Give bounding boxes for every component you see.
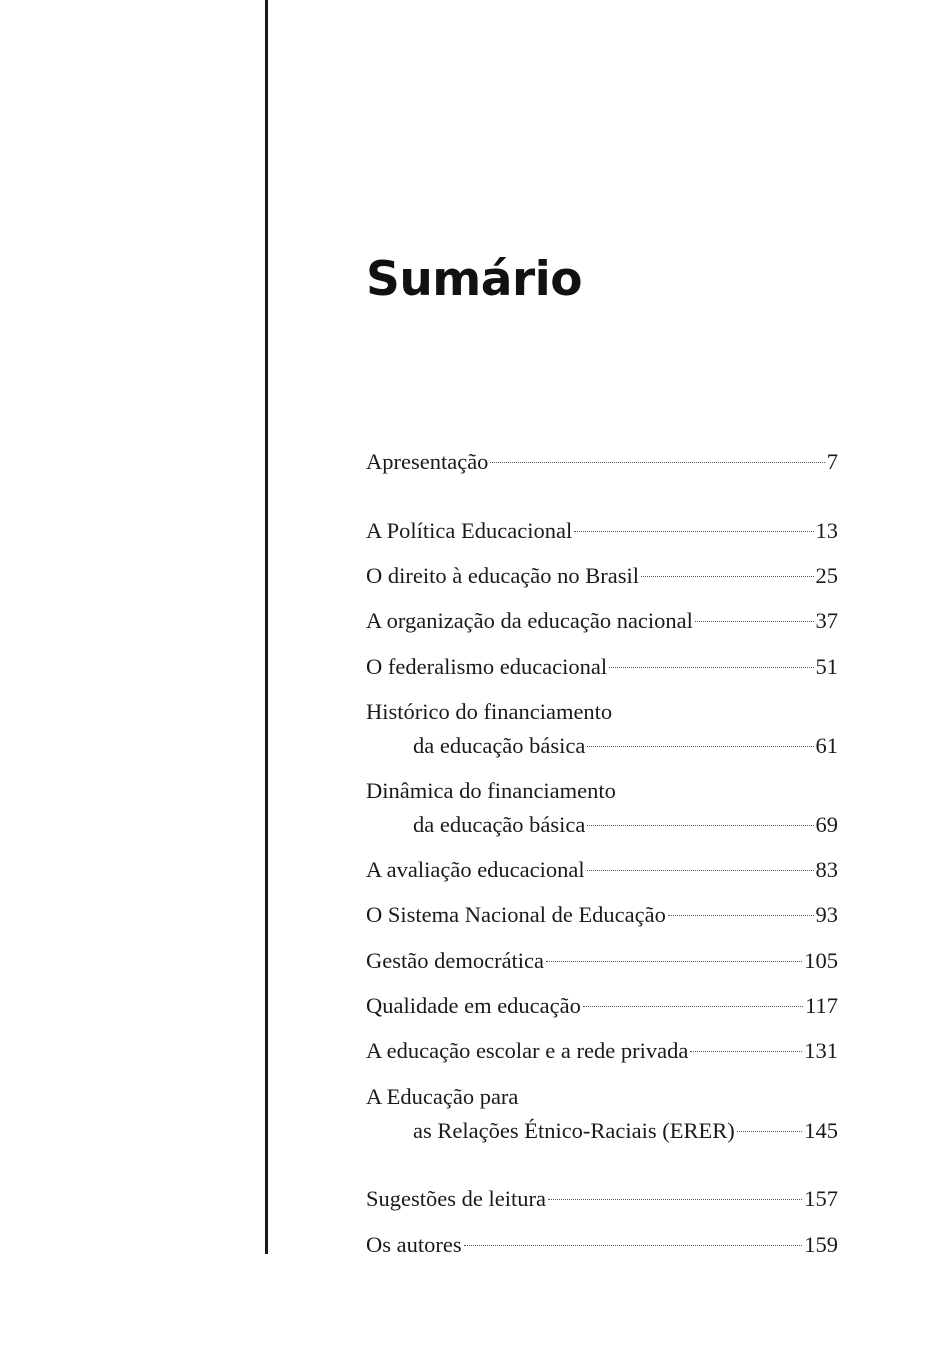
toc-entry-row [366,729,838,763]
dot-leader [546,961,802,962]
toc-page-number: 51 [815,654,838,679]
toc-entry-title: A avaliação educacional [366,857,585,882]
dot-leader [490,462,824,463]
toc-entry-title: Histórico do financiamento [366,699,613,724]
dot-leader [587,870,814,871]
toc-entry-os-autores[interactable] [366,1228,838,1262]
toc-page-number: 69 [815,812,838,837]
toc-entry-row [366,989,838,1023]
toc-entry-row [366,1182,838,1216]
toc-page-number: 117 [805,993,838,1018]
page-title: Sumário [366,252,583,307]
toc-entry-title: Sugestões de leitura [366,1186,546,1211]
toc-entry-gestao-democratica[interactable] [366,944,838,978]
toc-page-number: 159 [804,1232,838,1257]
toc-page-number: 37 [815,608,838,633]
toc-entry-erer[interactable] [366,1080,838,1148]
toc-page-number: 105 [804,948,838,973]
toc-entry-federalismo[interactable] [366,650,838,684]
dot-leader [587,825,813,826]
dot-leader [609,667,813,668]
toc-entry-sugestoes-leitura[interactable] [366,1182,838,1216]
toc-entry-row [366,1034,838,1068]
toc-entry-row [366,604,838,638]
toc-entry-title: A organização da educação nacional [366,608,693,633]
toc-page-number: 7 [826,449,838,474]
toc-entry-row [366,445,838,479]
toc-entry-row [366,559,838,593]
dot-leader [737,1131,802,1132]
toc-entry-apresentacao[interactable] [366,445,838,479]
toc-entry-row [366,808,838,842]
toc-entry-dinamica-financiamento[interactable] [366,774,838,842]
toc-entry-title: O direito à educação no Brasil [366,563,640,588]
toc-entry-row-first [366,774,838,808]
dot-leader [587,746,813,747]
toc-entry-educacao-escolar-rede-privada[interactable] [366,1034,838,1068]
dot-leader [548,1199,802,1200]
toc-page-number: 13 [815,518,838,543]
dot-leader [690,1051,802,1052]
toc-entry-sistema-nacional[interactable] [366,898,838,932]
toc-entry-row-first [366,1080,838,1114]
dot-leader [668,915,814,916]
toc-entry-title: A educação escolar e a rede privada [366,1038,689,1063]
toc-entry-title: O Sistema Nacional de Educação [366,902,666,927]
dot-leader [583,1006,803,1007]
toc-page-number: 131 [804,1038,838,1063]
toc-entry-title: O federalismo educacional [366,654,608,679]
toc-page-number: 93 [815,902,838,927]
toc-entry-row [366,514,838,548]
toc-entry-row [366,1114,838,1148]
toc-entry-row [366,1228,838,1262]
toc-entry-title-continuation: da educação básica [413,733,586,758]
dot-leader [695,621,814,622]
toc-entry-historico-financiamento[interactable] [366,695,838,763]
dot-leader [464,1245,803,1246]
toc-entry-qualidade[interactable] [366,989,838,1023]
dot-leader [641,576,813,577]
toc-entry-title: Apresentação [366,449,489,474]
toc-entry-row [366,944,838,978]
toc-entry-title: Os autores [366,1232,462,1257]
toc-page-number: 61 [815,733,838,758]
toc-entry-title-continuation: as Relações Étnico-Raciais (ERER) [413,1118,735,1143]
toc-entry-row-first [366,695,838,729]
toc-page-number: 25 [815,563,838,588]
toc-entry-title: A Educação para [366,1084,519,1109]
toc-page-number: 145 [804,1118,838,1143]
toc-entry-title-continuation: da educação básica [413,812,586,837]
toc-entry-avaliacao[interactable] [366,853,838,887]
toc-entry-row [366,650,838,684]
toc-entry-row [366,853,838,887]
toc-entry-title: Gestão democrática [366,948,545,973]
toc-entry-title: A Política Educacional [366,518,573,543]
toc-entry-title: Qualidade em educação [366,993,581,1018]
toc-page-number: 83 [815,857,838,882]
toc-entry-organizacao-educacao[interactable] [366,604,838,638]
dot-leader [574,531,813,532]
toc-entry-politica-educacional[interactable] [366,514,838,548]
toc-entry-title: Dinâmica do financiamento [366,778,616,803]
toc-page-number: 157 [804,1186,838,1211]
toc-entry-direito-educacao[interactable] [366,559,838,593]
toc-entry-row [366,898,838,932]
vertical-margin-rule [265,0,268,1254]
